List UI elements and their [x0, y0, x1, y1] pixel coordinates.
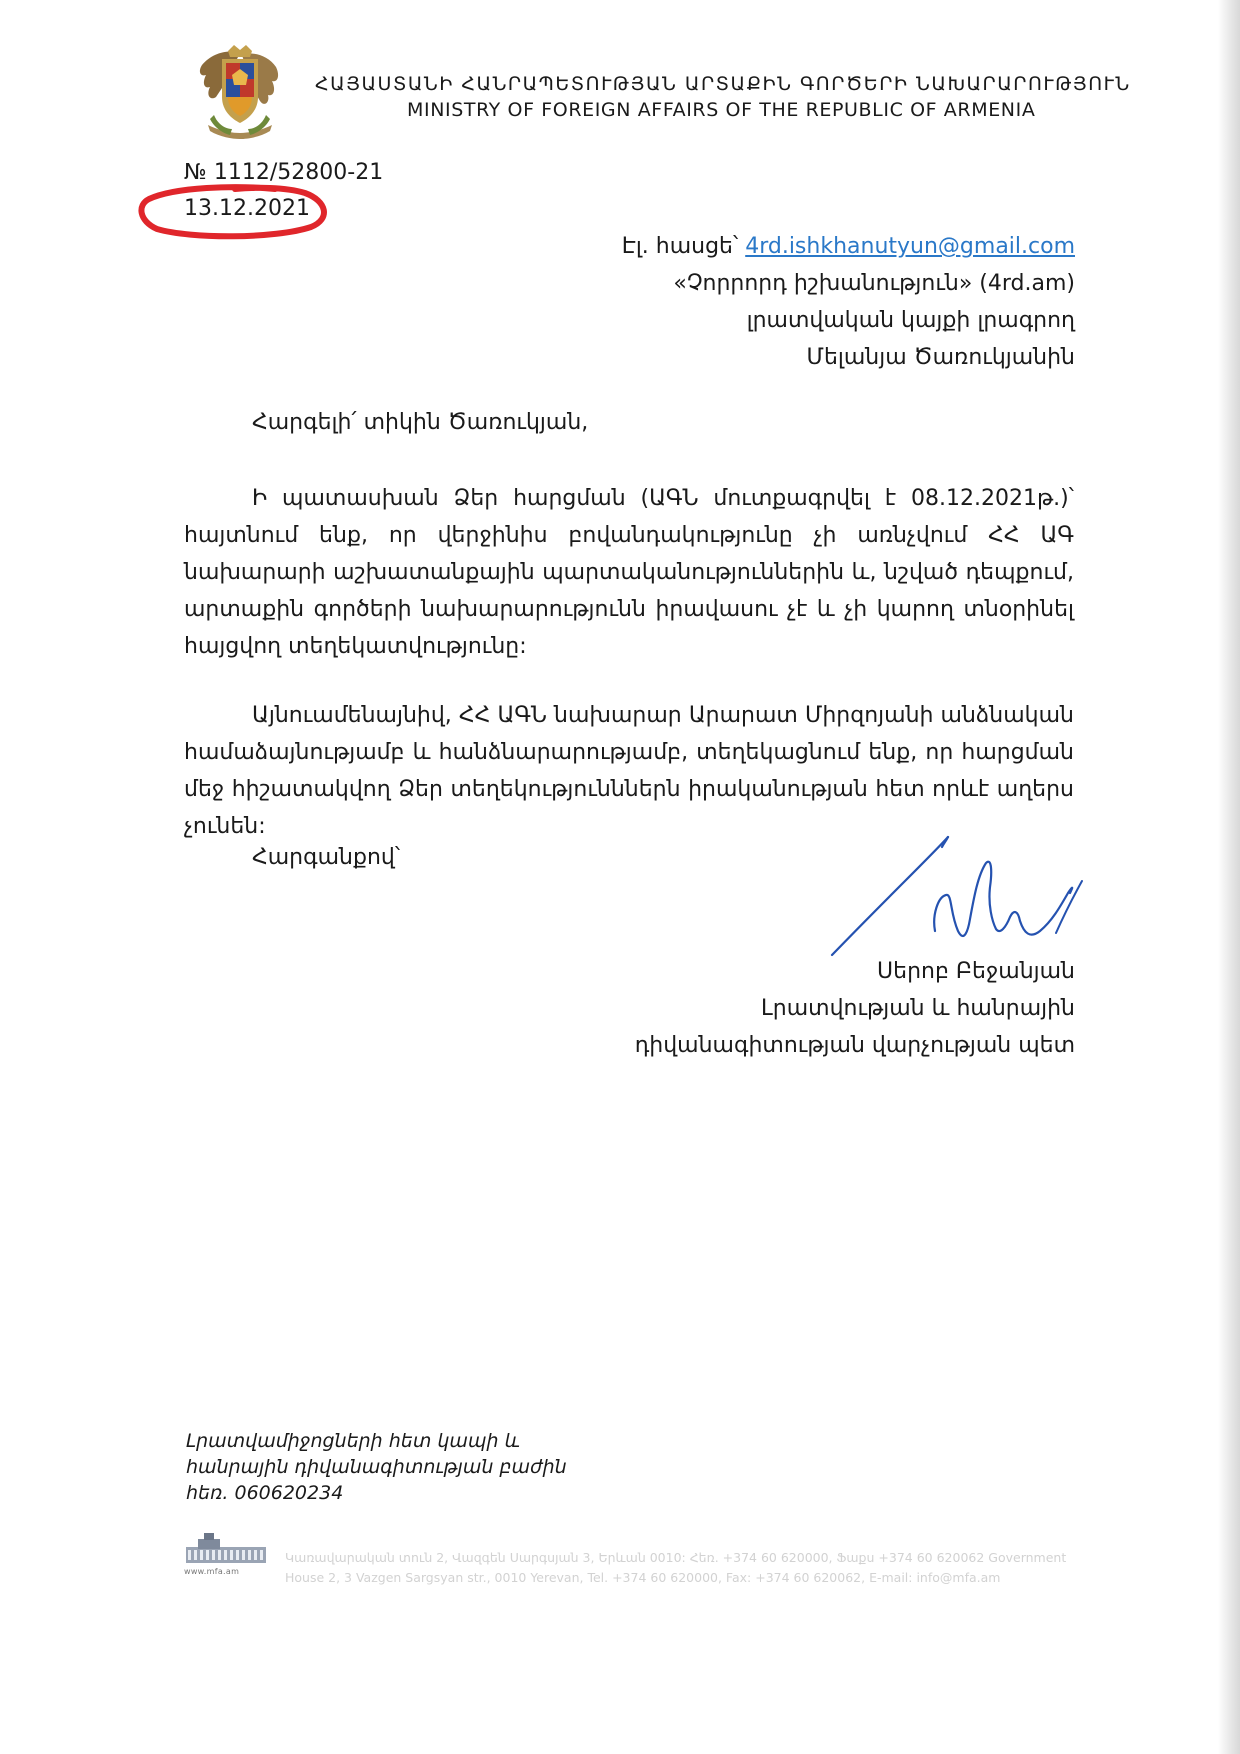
signer-title-line-2: դիվանագիտության վարչության պետ — [634, 1033, 1075, 1058]
recipient-block — [622, 228, 1075, 376]
footer-address-armenian: Կառավարական տուն 2, Վազգեն Սարգսյան 3, Երևան 0010: Հեռ. +374 60 620000, Ֆաքս +374 60 620062 — [285, 1550, 985, 1565]
recipient-email-link[interactable]: 4rd.ishkhanutyun@gmail.com — [745, 234, 1075, 259]
contact-line-1: Լրատվամիջոցների հետ կապի և — [186, 1430, 520, 1452]
reference-number: № 1112/52800-21 — [184, 160, 384, 185]
body-paragraph-1: Ի պատասխան Ձեր հարցման (ԱԳՆ մուտքագրվել է 08.12.2021թ.)՝ հայտնում ենք, որ վերջինիս բովանդակությունը չի առնչվում ՀՀ ԱԳ նախարարի աշխատանքային պարտականություններին և, նշված դեպքում, արտաքին գործերի նախարարությունն իրավասու չէ և չի կարող տնօրինել հայցվող տեղեկատվությունը: — [184, 486, 1074, 659]
recipient-role: լրատվական կայքի լրագրող — [746, 308, 1075, 333]
government-building-icon — [184, 1533, 268, 1565]
handwritten-signature — [820, 835, 1120, 960]
ministry-name-armenian: ՀԱՅԱՍՏԱՆԻ ՀԱՆՐԱՊԵՏՈՒԹՅԱՆ ԱՐՏԱՔԻՆ ԳՈՐԾԵՐԻ ՆԱԽԱՐԱՐՈՒԹՅՈՒՆ — [315, 73, 1131, 95]
scan-edge-shadow — [1218, 0, 1240, 1754]
signer-title-line-1: Լրատվության և հանրային — [761, 996, 1075, 1021]
closing: Հարգանքով՝ — [252, 845, 401, 870]
signer-block — [635, 953, 1075, 1064]
footer-address-english: Government House 2, 3 Vazgen Sargsyan str., 0010 Yerevan, Tel. +374 60 620000, Fax: +374 60 620062, E-mail: info@mfa.am — [285, 1550, 1067, 1585]
email-label: Էլ. հասցե՝ — [621, 234, 739, 259]
footer-address — [285, 1548, 1075, 1588]
recipient-email-line — [622, 228, 1075, 265]
ministry-name-english: MINISTRY OF FOREIGN AFFAIRS OF THE REPUBLIC OF ARMENIA — [407, 99, 1036, 121]
contact-phone: հեռ. 060620234 — [186, 1482, 344, 1504]
red-circle-annotation — [135, 183, 330, 241]
contact-block — [186, 1428, 567, 1506]
reference-date: 13.12.2021 — [184, 196, 310, 221]
footer-logo — [184, 1533, 268, 1581]
salutation: Հարգելի՛ տիկին Ծառուկյան, — [252, 410, 589, 435]
footer-logo-text: www.mfa.am — [184, 1567, 240, 1576]
body-paragraph-2: Այնուամենայնիվ, ՀՀ ԱԳՆ նախարար Արարատ Միրզոյանի անձնական համաձայնությամբ և հանձնարարությամբ, տեղեկացնում ենք, որ հարցման մեջ հիշատակվող Ձեր տեղեկությունններն իրականության հետ որևէ աղերս չունեն: — [184, 703, 1074, 839]
contact-line-2: հանրային դիվանագիտության բաժին — [186, 1456, 567, 1478]
coat-of-arms-icon — [190, 45, 290, 145]
recipient-outlet: «Չորրորդ իշխանություն» (4rd.am) — [673, 271, 1075, 296]
letterhead — [190, 45, 1150, 155]
recipient-name: Մելանյա Ծառուկյանին — [806, 345, 1075, 370]
signer-name: Սերոբ Բեջանյան — [877, 959, 1075, 984]
